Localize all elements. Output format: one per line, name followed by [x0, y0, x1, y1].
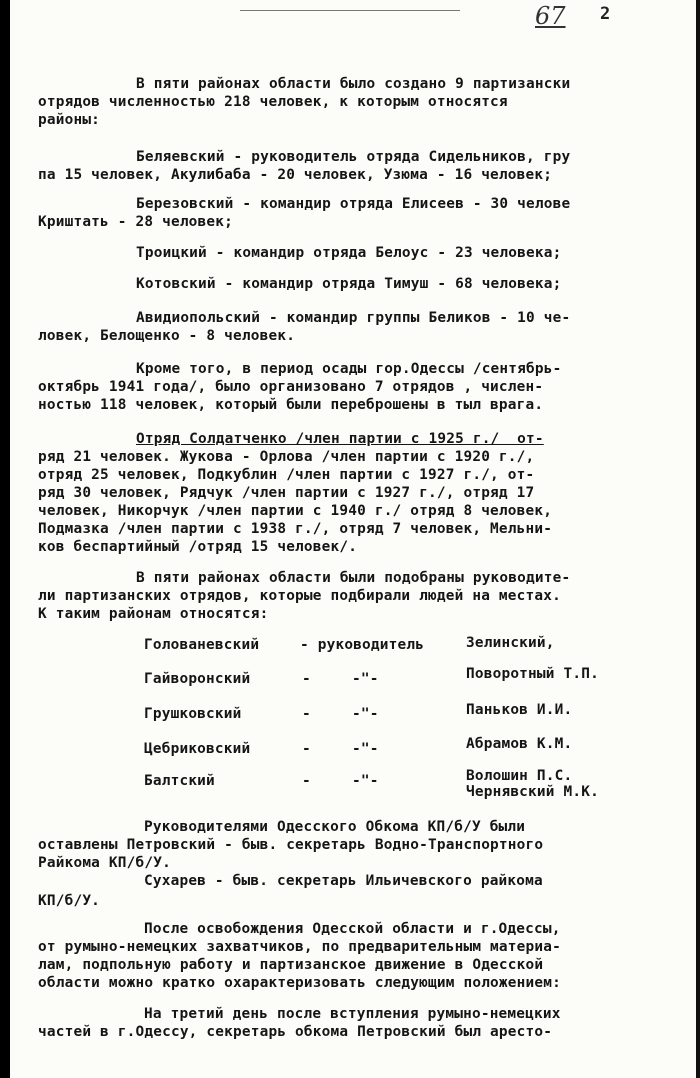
- text-line: В пяти районах области было создано 9 партизански: [136, 76, 571, 92]
- leader-ditto: -"-: [352, 773, 379, 789]
- leader-dash: -: [302, 741, 311, 757]
- leader-label: - руководитель: [300, 637, 425, 653]
- text-line: па 15 человек, Акулибаба - 20 человек, Узюма - 16 человек;: [38, 167, 553, 183]
- text-line: К таким районам относятся:: [38, 606, 269, 622]
- text-line: Сухарев - быв. секретарь Ильичевского райкома: [144, 873, 543, 889]
- leader-dash: -: [302, 773, 311, 789]
- leader-name: Волошин П.С.: [466, 768, 573, 784]
- text-line: ловек, Белощенко - 8 человек.: [38, 328, 296, 344]
- leader-district: Цебриковский: [144, 741, 251, 757]
- text-line: лам, подпольную работу и партизанское движение в Одесской: [38, 957, 544, 973]
- text-line: Кроме того, в период осады гор.Одессы /сентябрь-: [136, 361, 562, 377]
- archive-number: 67: [535, 2, 566, 30]
- leader-district: Голованевский: [144, 637, 260, 653]
- leader-district: Грушковский: [144, 706, 242, 722]
- text-line: Криштать - 28 человек;: [38, 214, 234, 230]
- leader-ditto: -"-: [352, 671, 379, 687]
- text-line: Беляевский - руководитель отряда Сидельников, гру: [136, 149, 571, 165]
- text-line: КП/б/У.: [38, 893, 101, 909]
- leader-dash: -: [302, 706, 311, 722]
- leader-name: Зелинский,: [466, 635, 555, 651]
- text-line: оставлены Петровский - быв. секретарь Водно-Транспортного: [38, 837, 544, 853]
- leader-dash: -: [302, 671, 311, 687]
- text-line: отряд 25 человек, Подкублин /член партии с 1927 г./, от-: [38, 467, 535, 483]
- page-number: 2: [600, 4, 611, 24]
- leader-name: Чернявский М.К.: [466, 784, 599, 800]
- leader-ditto: -"-: [352, 706, 379, 722]
- scan-edge-right: [696, 0, 700, 1078]
- text-line: Отряд Солдатченко /член партии с 1925 г./ от-: [136, 431, 544, 447]
- leader-district: Балтский: [144, 773, 215, 789]
- scan-top-strip: [240, 0, 460, 11]
- text-line: Березовский - командир отряда Елисеев - 30 челове: [136, 196, 571, 212]
- leader-name: Абрамов К.М.: [466, 736, 573, 752]
- text-line: ли партизанских отрядов, которые подбирали людей на местах.: [38, 588, 561, 604]
- text-line: области можно кратко охарактеризовать следующим положением:: [38, 975, 561, 991]
- text-line: ряд 21 человек. Жукова - Орлова /член партии с 1920 г./,: [38, 449, 535, 465]
- text-line: В пяти районах области были подобраны руководите-: [136, 570, 571, 586]
- leader-district: Гайворонский: [144, 671, 251, 687]
- leader-ditto: -"-: [352, 741, 379, 757]
- text-line: от румыно-немецких захватчиков, по предварительным материа-: [38, 939, 561, 955]
- text-line: Котовский - командир отряда Тимуш - 68 человека;: [136, 276, 562, 292]
- text-line: отрядов численностью 218 человек, к которым относятся: [38, 94, 508, 110]
- text-line: Райкома КП/б/У.: [38, 855, 171, 871]
- text-line: ряд 30 человек, Рядчук /член партии с 1927 г./, отряд 17: [38, 485, 535, 501]
- scan-edge-left: [0, 0, 10, 1078]
- text-line: октябрь 1941 года/, было организовано 7 отрядов , числен-: [38, 379, 544, 395]
- text-line: После освобождения Одесской области и г.Одессы,: [144, 921, 561, 937]
- text-line: Троицкий - командир отряда Белоус - 23 человека;: [136, 245, 562, 261]
- text-line: Руководителями Одесского Обкома КП/б/У были: [144, 819, 526, 835]
- text-line: Авидиопольский - командир группы Беликов - 10 че-: [136, 310, 571, 326]
- text-line: районы:: [38, 112, 101, 128]
- leader-name: Поворотный Т.П.: [466, 666, 599, 682]
- text-line: Подмазка /член партии с 1938 г./, отряд 7 человек, Мельни-: [38, 521, 553, 537]
- text-line: ностью 118 человек, который были переброшены в тыл врага.: [38, 397, 544, 413]
- text-line: На третий день после вступления румыно-немецких: [144, 1006, 561, 1022]
- text-line: человек, Никорчук /член партии с 1940 г./ отряд 8 человек,: [38, 503, 553, 519]
- text-line: частей в г.Одессу, секретарь обкома Петровский был арестo-: [38, 1024, 553, 1040]
- leader-name: Паньков И.И.: [466, 702, 573, 718]
- text-line: ков беспартийный /отряд 15 человек/.: [38, 539, 358, 555]
